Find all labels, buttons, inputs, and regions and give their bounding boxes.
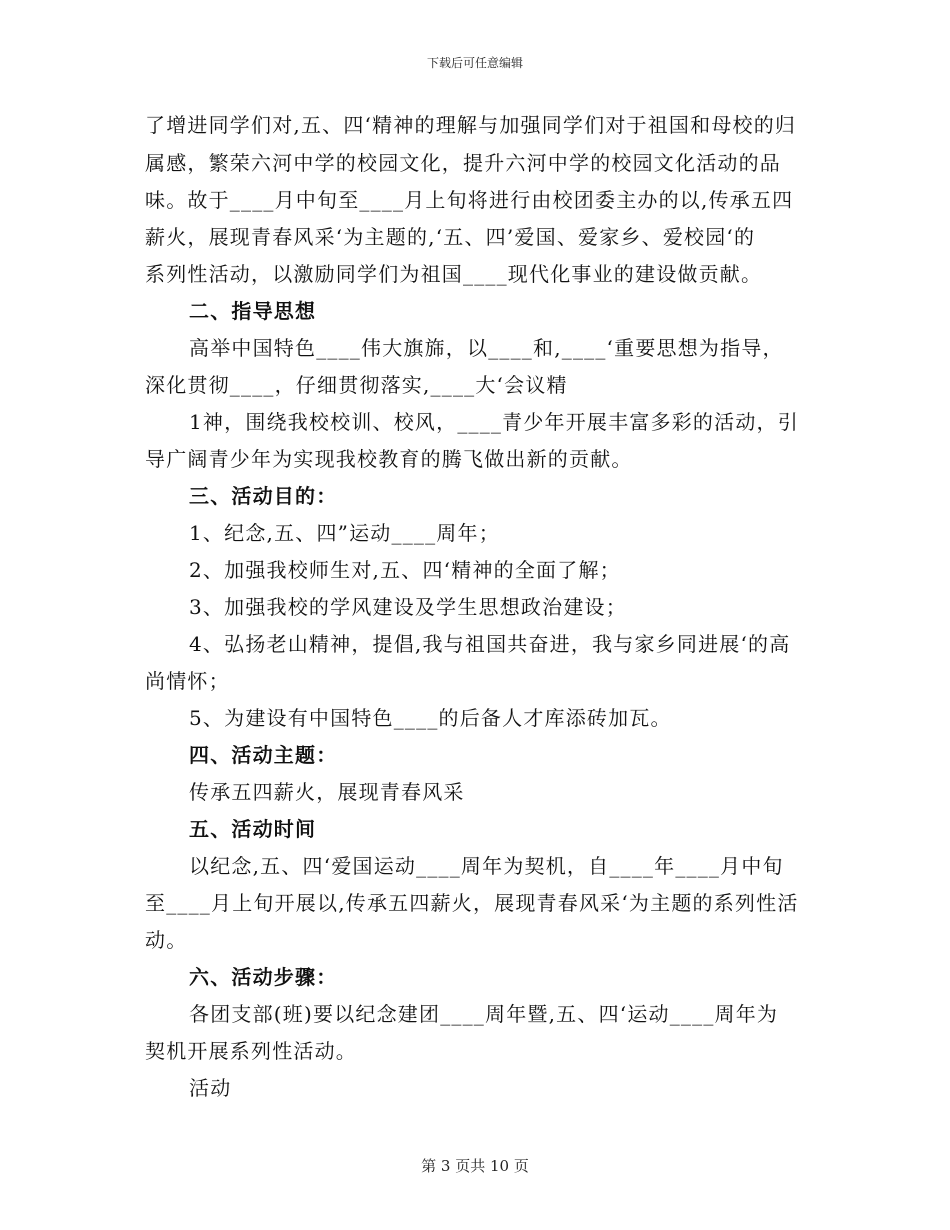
body-line: 深化贯彻____，仔细贯彻落实,____大‘会议精 bbox=[145, 373, 568, 397]
section-heading: 三、活动目的： bbox=[189, 484, 338, 508]
list-item: 1、纪念,五、四”运动____周年； bbox=[189, 521, 500, 545]
body-line: 1神，围绕我校校训、校风，____青少年开展丰富多彩的活动，引 bbox=[189, 410, 799, 434]
list-item: 2、加强我校师生对,五、四‘精神的全面了解； bbox=[189, 558, 621, 582]
page-header: 下载后可任意编辑 bbox=[426, 56, 523, 70]
page-footer: 第 3 页共 10 页 bbox=[421, 1157, 529, 1175]
list-item: 4、弘扬老山精神，提倡,我与祖国共奋进，我与家乡同进展‘的高 bbox=[189, 632, 791, 656]
body-line: 薪火，展现青春风采‘为主题的,‘五、四’爱国、爱家乡、爱校园‘的 bbox=[145, 225, 756, 249]
section-heading: 四、活动主题： bbox=[189, 743, 338, 767]
body-line: 动。 bbox=[145, 928, 188, 952]
body-line: 了增进同学们对,五、四‘精神的理解与加强同学们对于祖国和母校的归 bbox=[145, 113, 797, 137]
body-line: 尚情怀； bbox=[145, 669, 230, 693]
section-heading: 二、指导思想 bbox=[189, 299, 317, 323]
body-line: 味。故于____月中旬至____月上旬将进行由校团委主办的以,传承五四 bbox=[145, 188, 794, 212]
body-line: 属感，繁荣六河中学的校园文化，提升六河中学的校园文化活动的品 bbox=[145, 151, 781, 175]
body-line: 系列性活动，以激励同学们为祖国____现代化事业的建设做贡献。 bbox=[145, 262, 763, 286]
list-item: 5、为建设有中国特色____的后备人才库添砖加瓦。 bbox=[189, 706, 672, 730]
body-line: 至____月上旬开展以,传承五四薪火，展现青春风采‘为主题的系列性活 bbox=[145, 891, 799, 915]
body-line: 各团支部(班)要以纪念建团____周年暨,五、四‘运动____周年为 bbox=[189, 1002, 779, 1026]
section-heading: 六、活动步骤： bbox=[189, 965, 338, 989]
body-line: 高举中国特色____伟大旗旆，以____和,____‘重要思想为指导， bbox=[189, 336, 784, 360]
body-line: 活动 bbox=[189, 1076, 232, 1100]
section-heading: 五、活动时间 bbox=[189, 817, 317, 841]
list-item: 3、加强我校的学风建设及学生思想政治建设； bbox=[189, 595, 627, 619]
body-line: 以纪念,五、四‘爱国运动____周年为契机，自____年____月中旬 bbox=[189, 854, 784, 878]
body-line: 传承五四薪火，展现青春风采 bbox=[189, 780, 465, 804]
body-line: 导广阔青少年为实现我校教育的腾飞做出新的贡献。 bbox=[145, 447, 633, 471]
body-line: 契机开展系列性活动。 bbox=[145, 1039, 357, 1063]
